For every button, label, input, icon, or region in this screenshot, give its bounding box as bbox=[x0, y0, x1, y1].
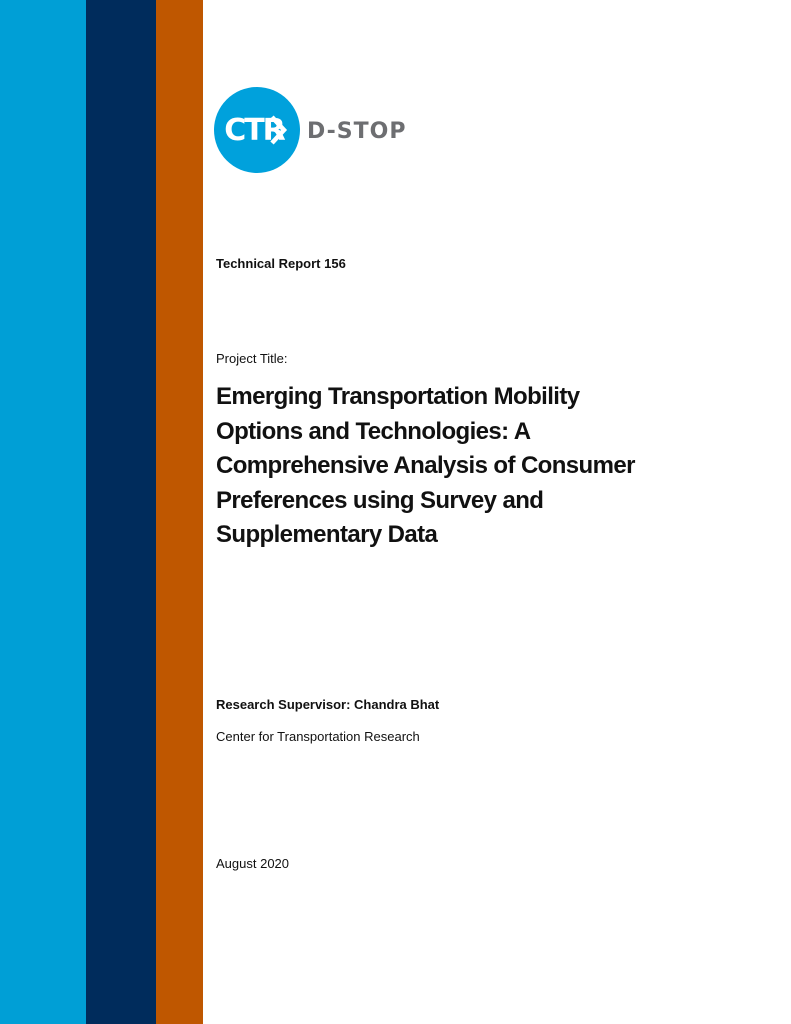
ctr-emblem-text: CTR bbox=[224, 113, 284, 148]
institution: Center for Transportation Research bbox=[216, 729, 420, 744]
project-title bbox=[216, 380, 686, 553]
ctr-emblem-graphic bbox=[214, 87, 300, 173]
project-title-label: Project Title: bbox=[216, 351, 288, 366]
left-stripe-light-blue bbox=[0, 0, 86, 1024]
project-title-line: Options and Technologies: A bbox=[216, 417, 531, 445]
left-stripe-orange bbox=[156, 0, 203, 1024]
project-title-line: Comprehensive Analysis of Consumer bbox=[216, 452, 635, 479]
research-supervisor: Research Supervisor: Chandra Bhat bbox=[216, 697, 440, 712]
left-stripe-navy bbox=[86, 0, 156, 1024]
project-title-line: Emerging Transportation Mobility bbox=[216, 383, 580, 410]
logo-wordmark: D-STOP bbox=[307, 118, 407, 144]
ctr-emblem bbox=[214, 87, 300, 173]
ctr-dstop-logo bbox=[214, 87, 406, 173]
project-title-line: Supplementary Data bbox=[216, 521, 438, 548]
report-number: Technical Report 156 bbox=[216, 256, 346, 271]
project-title-line: Preferences using Survey and bbox=[216, 486, 544, 514]
report-date: August 2020 bbox=[216, 856, 290, 871]
